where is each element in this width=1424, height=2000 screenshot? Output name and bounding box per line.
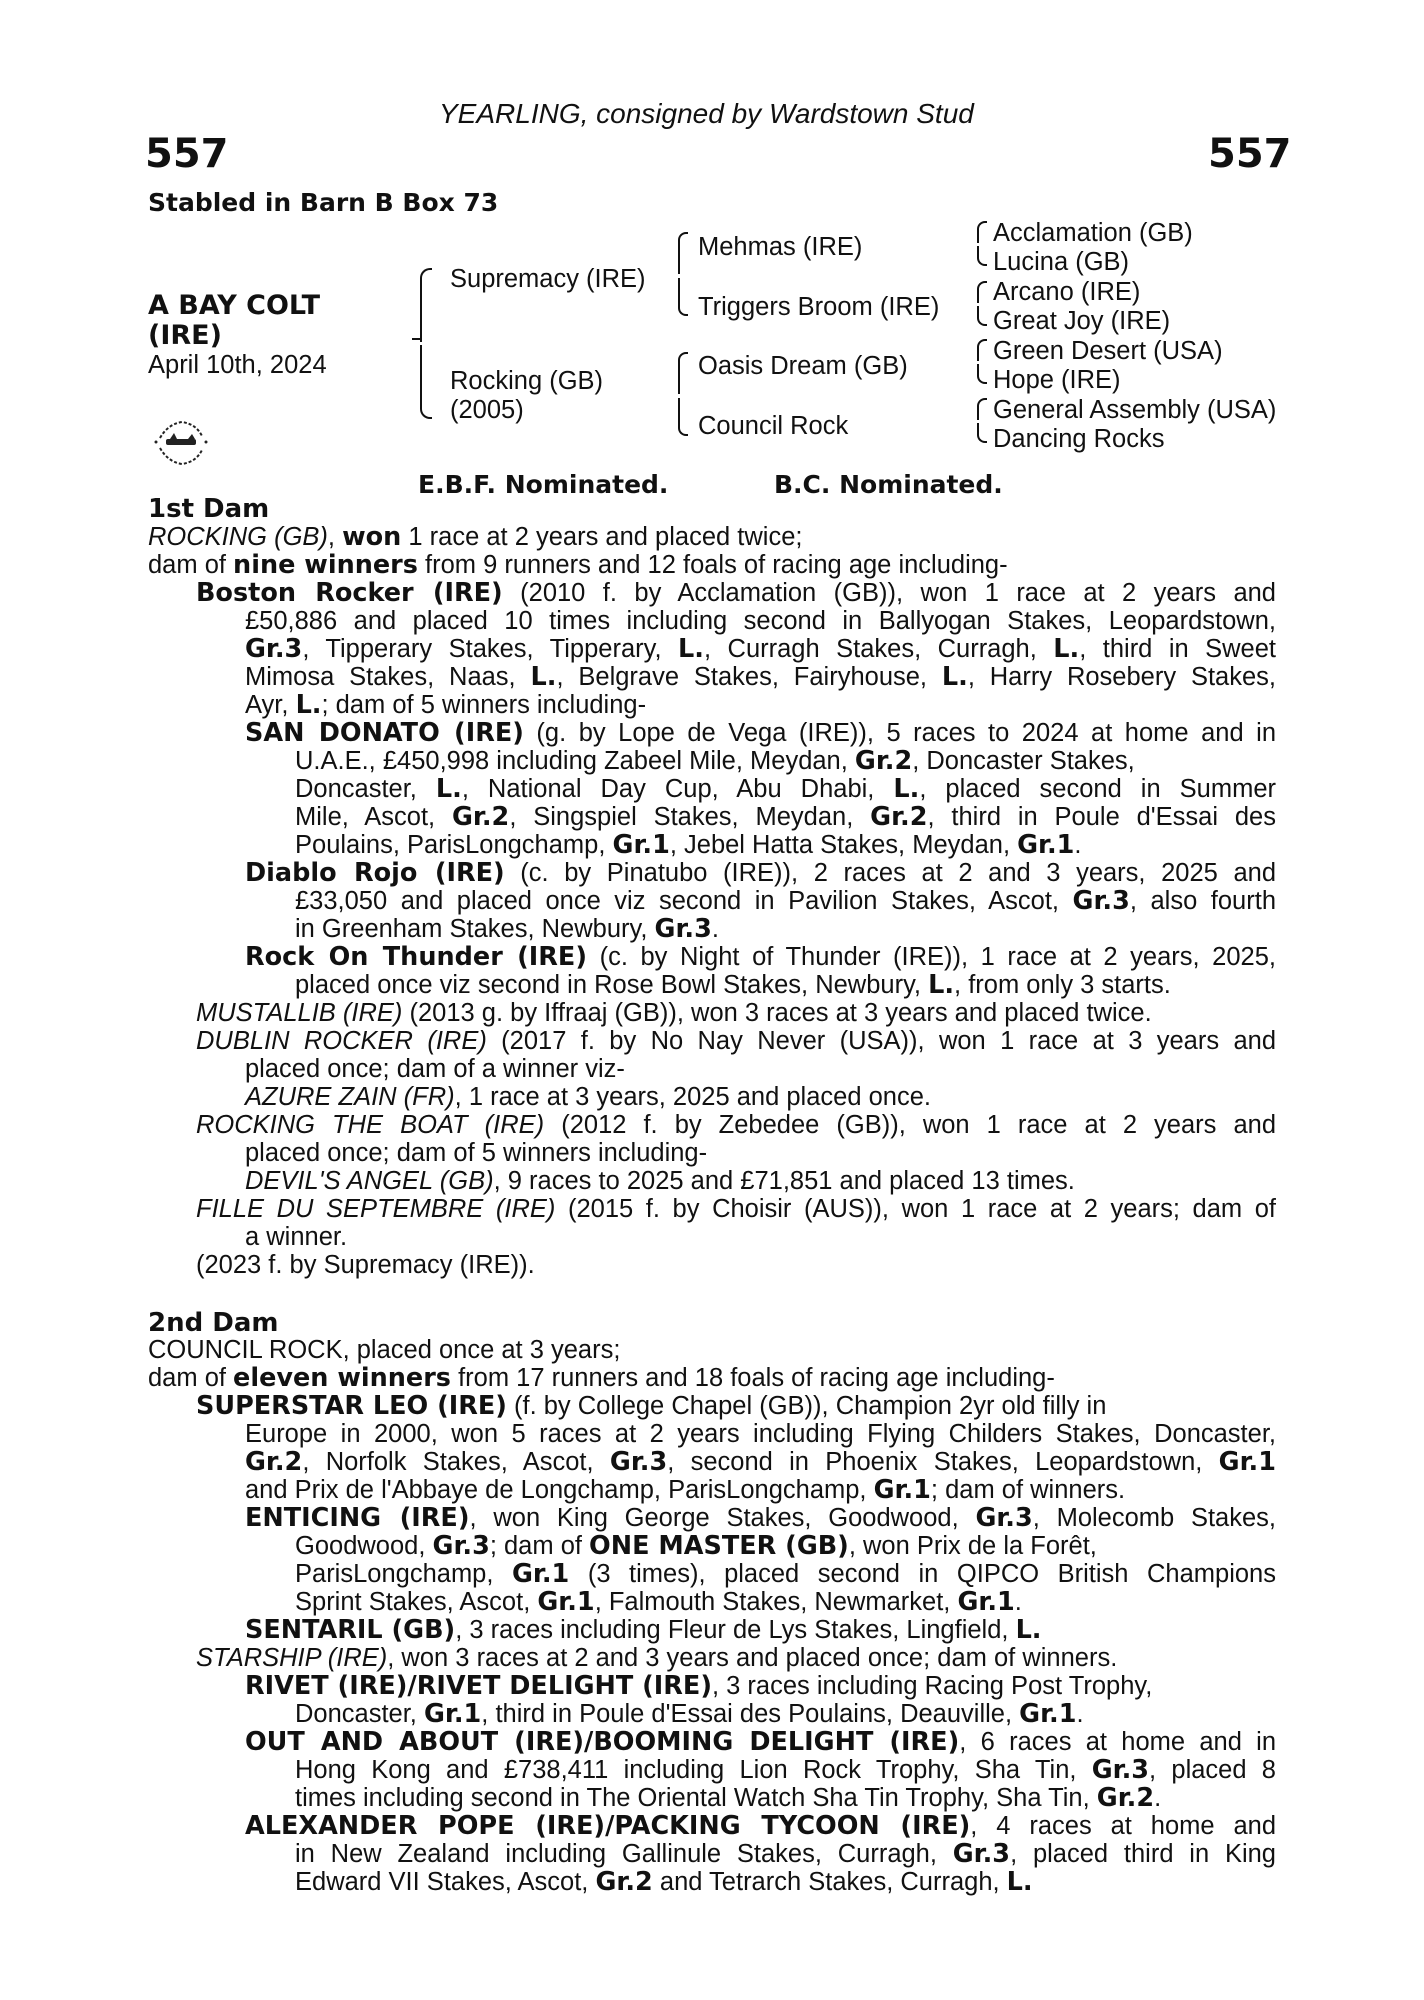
- bold-text: Rock On Thunder (IRE): [245, 942, 587, 972]
- second-dam-line: [295, 1868, 1033, 1896]
- text-run: , Belgrave Stakes, Fairyhouse,: [556, 663, 942, 691]
- first-dam-line: [245, 607, 1276, 635]
- bold-text: Gr.2: [452, 802, 510, 832]
- text-run: Doncaster,: [295, 775, 436, 803]
- bold-text: Gr.1: [1017, 830, 1075, 860]
- text-run: (2015 f. by Choisir (AUS)), won 1 race at 2 years; dam of: [555, 1195, 1276, 1223]
- text-run: in New Zealand including Gallinule Stakes, Curragh,: [295, 1840, 953, 1868]
- text-run: Mimosa Stakes, Naas,: [245, 663, 531, 691]
- text-run: , placed third in King: [1010, 1840, 1276, 1868]
- first-dam-line: [295, 747, 1135, 775]
- second-dam-line: [295, 1560, 1276, 1588]
- ds-brace-bottom: [977, 364, 987, 384]
- italic-text: STARSHIP (IRE): [196, 1644, 388, 1672]
- text-run: (g. by Lope de Vega (IRE)), 5 races to 2024 at home and in: [523, 719, 1277, 747]
- text-run: , third in Poule d'Essai des Poulains, Deauville,: [481, 1700, 1020, 1728]
- text-run: from 17 runners and 18 foals of racing age including-: [450, 1364, 1055, 1392]
- bold-text: Gr.3: [1072, 886, 1130, 916]
- bold-text: eleven winners: [233, 1363, 451, 1393]
- text-run: Ayr,: [245, 691, 296, 719]
- text-run: , 3 races including Racing Post Trophy,: [711, 1672, 1153, 1700]
- text-run: , placed 8: [1149, 1756, 1276, 1784]
- text-run: Doncaster,: [295, 1700, 424, 1728]
- text-run: , won King George Stakes, Goodwood,: [469, 1504, 976, 1532]
- first-dam-line: [245, 719, 1276, 747]
- second-dam-line: [148, 1364, 1055, 1392]
- text-run: placed once viz second in Rose Bowl Stakes, Newbury,: [295, 971, 929, 999]
- pedigree-brace-bottom: [420, 345, 432, 419]
- second-dam-line: [245, 1504, 1276, 1532]
- first-dam-heading: 1st Dam: [148, 494, 270, 524]
- bold-text: SAN DONATO (IRE): [245, 718, 524, 748]
- horse-name-line1: A BAY COLT: [148, 290, 321, 321]
- text-run: and Prix de l'Abbaye de Longchamp, ParisLongchamp,: [245, 1476, 874, 1504]
- first-dam-line: [245, 859, 1276, 887]
- first-dam-line: [148, 523, 802, 551]
- text-run: (c. by Pinatubo (IRE)), 2 races at 2 and 3 years, 2025 and: [504, 859, 1276, 887]
- text-run: ,: [327, 523, 343, 551]
- second-dam-line: [295, 1840, 1276, 1868]
- text-run: (2013 g. by Iffraaj (GB)), won 3 races at 3 years and placed twice.: [402, 999, 1152, 1027]
- lot-number-left: 557: [145, 131, 229, 177]
- bold-text: Gr.1: [1019, 1699, 1077, 1729]
- consignor-header: YEARLING, consigned by Wardstown Stud: [439, 98, 974, 129]
- ss-brace-top: [977, 221, 987, 243]
- first-dam-line: [245, 691, 646, 719]
- text-run: , third in Poule d'Essai des: [927, 803, 1276, 831]
- second-dam-line: [245, 1728, 1276, 1756]
- bold-text: Gr.3: [1091, 1755, 1150, 1785]
- bold-text: Gr.3: [609, 1447, 668, 1477]
- text-run: , placed second in Summer: [919, 775, 1276, 803]
- text-run: Edward VII Stakes, Ascot,: [295, 1868, 596, 1896]
- text-run: and Tetrarch Stakes, Curragh,: [652, 1868, 1007, 1896]
- text-run: .: [1076, 1700, 1084, 1728]
- bold-text: L.: [1006, 1867, 1033, 1897]
- italic-text: DUBLIN ROCKER (IRE): [196, 1027, 487, 1055]
- text-run: placed once; dam of a winner viz-: [245, 1055, 625, 1083]
- bold-text: Gr.3: [654, 914, 712, 944]
- bold-text: L.: [530, 662, 557, 692]
- text-run: (2023 f. by Supremacy (IRE)).: [196, 1251, 535, 1279]
- sire-name: Supremacy (IRE): [450, 265, 646, 293]
- bold-text: SENTARIL (GB): [245, 1615, 456, 1645]
- dam-name: Rocking (GB): [450, 367, 604, 395]
- bold-text: L.: [941, 662, 968, 692]
- text-run: dam of: [148, 1364, 234, 1392]
- text-run: ; dam of: [489, 1532, 590, 1560]
- ds-brace-top: [977, 339, 987, 361]
- second-dam-line: [196, 1392, 1106, 1420]
- second-dam-line: [245, 1420, 1276, 1448]
- second-dam-line: [295, 1784, 1161, 1812]
- text-run: , National Day Cup, Abu Dhabi,: [461, 775, 894, 803]
- first-dam-line: [295, 915, 719, 943]
- first-dam-line: [196, 1195, 1276, 1223]
- first-dam-line: [295, 803, 1276, 831]
- text-run: , 4 races at home and: [970, 1812, 1276, 1840]
- sss-name: Acclamation (GB): [993, 219, 1193, 247]
- text-run: , from only 3 starts.: [954, 971, 1171, 999]
- italic-text: MUSTALLIB (IRE): [196, 999, 403, 1027]
- first-dam-line: [295, 831, 1082, 859]
- text-run: placed once; dam of 5 winners including-: [245, 1139, 708, 1167]
- dd-brace-top: [977, 398, 987, 420]
- ssd-name: Lucina (GB): [993, 248, 1130, 276]
- second-dam-line: [295, 1588, 1022, 1616]
- text-run: (2012 f. by Zebedee (GB)), won 1 race at 2 years and: [544, 1111, 1276, 1139]
- bold-text: SUPERSTAR LEO (IRE): [196, 1391, 507, 1421]
- bold-text: won: [342, 522, 402, 552]
- bold-text: Gr.2: [595, 1867, 653, 1897]
- bold-text: Gr.3: [975, 1503, 1033, 1533]
- text-run: , Norfolk Stakes, Ascot,: [302, 1448, 610, 1476]
- first-dam-line: [148, 551, 1008, 579]
- text-run: £50,886 and placed 10 times including second in Ballyogan Stakes, Leopardstown,: [245, 607, 1276, 635]
- ddd-name: Dancing Rocks: [993, 425, 1165, 453]
- text-run: a winner.: [245, 1223, 348, 1251]
- stabling-info: Stabled in Barn B Box 73: [148, 188, 499, 217]
- second-dam-line: [295, 1700, 1084, 1728]
- ss-brace-bottom: [977, 246, 987, 266]
- bold-text: Gr.2: [245, 1447, 303, 1477]
- text-run: , 3 races including Fleur de Lys Stakes, Lingfield,: [455, 1616, 1016, 1644]
- text-run: (3 times), placed second in QIPCO British Champions: [569, 1560, 1276, 1588]
- first-dam-line: [196, 579, 1276, 607]
- text-run: .: [1014, 1588, 1022, 1616]
- bold-text: L.: [1053, 634, 1080, 664]
- first-dam-line: [196, 1027, 1276, 1055]
- text-run: £33,050 and placed once viz second in Pavilion Stakes, Ascot,: [295, 887, 1073, 915]
- text-run: ParisLongchamp,: [295, 1560, 512, 1588]
- text-run: , 9 races to 2025 and £71,851 and placed 13 times.: [493, 1167, 1075, 1195]
- horse-name-line2: (IRE): [148, 320, 222, 351]
- dam-brace-bottom: [678, 398, 688, 436]
- bold-text: ENTICING (IRE): [245, 1503, 470, 1533]
- first-dam-line: [196, 1251, 535, 1279]
- first-dam-line: [196, 1111, 1276, 1139]
- text-run: (f. by College Chapel (GB)), Champion 2yr old filly in: [506, 1392, 1107, 1420]
- text-run: (c. by Night of Thunder (IRE)), 1 race at 2 years, 2025,: [587, 943, 1276, 971]
- text-run: , Harry Rosebery Stakes,: [967, 663, 1276, 691]
- text-run: , Jebel Hatta Stakes, Meydan,: [669, 831, 1018, 859]
- text-run: U.A.E., £450,998 including Zabeel Mile, Meydan,: [295, 747, 855, 775]
- first-dam-line: [245, 635, 1276, 663]
- bold-text: Gr.1: [537, 1587, 595, 1617]
- bold-text: Boston Rocker (IRE): [196, 578, 503, 608]
- dsd-name: Hope (IRE): [993, 366, 1121, 394]
- dds-name: General Assembly (USA): [993, 396, 1277, 424]
- dd-brace-bottom: [977, 423, 987, 443]
- ebf-nomination: E.B.F. Nominated.: [418, 470, 669, 499]
- second-dam-line: [245, 1616, 1042, 1644]
- bc-nomination: B.C. Nominated.: [774, 470, 1003, 499]
- pedigree-brace-point: [412, 338, 420, 340]
- bold-text: Gr.1: [423, 1699, 482, 1729]
- text-run: (2010 f. by Acclamation (GB)), won 1 race at 2 years and: [502, 579, 1276, 607]
- first-dam-line: [245, 943, 1276, 971]
- italic-text: ROCKING (GB): [148, 523, 328, 551]
- text-run: Sprint Stakes, Ascot,: [295, 1588, 538, 1616]
- first-dam-line: [295, 775, 1276, 803]
- text-run: Europe in 2000, won 5 races at 2 years including Flying Childers Stakes, Doncaster,: [245, 1420, 1276, 1448]
- bold-text: Gr.2: [854, 746, 913, 776]
- second-dam-line: [245, 1448, 1276, 1476]
- sire-brace-top: [678, 232, 688, 274]
- pedigree-brace-top: [420, 268, 432, 342]
- text-run: COUNCIL ROCK, placed once at 3 years;: [148, 1336, 621, 1364]
- second-dam-line: [196, 1644, 1117, 1672]
- bold-text: L.: [435, 774, 462, 804]
- first-dam-line: [245, 1223, 347, 1251]
- text-run: Mile, Ascot,: [295, 803, 452, 831]
- text-run: from 9 runners and 12 foals of racing age including-: [417, 551, 1008, 579]
- text-run: ; dam of winners.: [930, 1476, 1126, 1504]
- text-run: , also fourth: [1129, 887, 1276, 915]
- text-run: , Tipperary Stakes, Tipperary,: [302, 635, 679, 663]
- bold-text: Gr.1: [511, 1559, 570, 1589]
- second-dam-line: [295, 1532, 1097, 1560]
- bold-text: Gr.3: [245, 634, 303, 664]
- bold-text: Gr.1: [612, 830, 670, 860]
- first-dam-line: [245, 663, 1276, 691]
- text-run: , won Prix de la Forêt,: [848, 1532, 1097, 1560]
- bold-text: Gr.2: [1096, 1783, 1155, 1813]
- bold-text: Gr.3: [952, 1839, 1011, 1869]
- dam-brace-top: [678, 352, 688, 394]
- text-run: , 1 race at 3 years, 2025 and placed once.: [454, 1083, 931, 1111]
- first-dam-line: [245, 1167, 1075, 1195]
- dam-dam-name: Council Rock: [698, 412, 849, 440]
- italic-text: ROCKING THE BOAT (IRE): [196, 1111, 545, 1139]
- first-dam-line: [245, 1083, 931, 1111]
- stud-logo-icon: [148, 412, 214, 472]
- first-dam-line: [295, 971, 1171, 999]
- text-run: ; dam of 5 winners including-: [321, 691, 647, 719]
- sire-sire-name: Mehmas (IRE): [698, 233, 863, 261]
- first-dam-line: [196, 999, 1152, 1027]
- bold-text: L.: [893, 774, 920, 804]
- second-dam-heading: 2nd Dam: [148, 1308, 279, 1338]
- first-dam-line: [245, 1055, 625, 1083]
- text-run: , third in Sweet: [1079, 635, 1276, 663]
- text-run: .: [1074, 831, 1082, 859]
- text-run: .: [1154, 1784, 1162, 1812]
- sire-brace-bottom: [678, 278, 688, 316]
- italic-text: FILLE DU SEPTEMBRE (IRE): [196, 1195, 556, 1223]
- text-run: 1 race at 2 years and placed twice;: [401, 523, 803, 551]
- second-dam-line: [148, 1336, 620, 1364]
- bold-text: Gr.1: [957, 1587, 1015, 1617]
- text-run: , second in Phoenix Stakes, Leopardstown,: [667, 1448, 1219, 1476]
- text-run: , Singspiel Stakes, Meydan,: [509, 803, 871, 831]
- bold-text: Gr.1: [1218, 1447, 1276, 1477]
- text-run: , Falmouth Stakes, Newmarket,: [594, 1588, 958, 1616]
- bold-text: L.: [678, 634, 704, 664]
- lot-number-right: 557: [1208, 131, 1292, 177]
- sd-brace-bottom: [977, 306, 987, 326]
- text-run: Goodwood,: [295, 1532, 433, 1560]
- sire-dam-name: Triggers Broom (IRE): [698, 293, 940, 321]
- second-dam-line: [245, 1812, 1276, 1840]
- second-dam-line: [245, 1672, 1152, 1700]
- text-run: , 6 races at home and in: [959, 1728, 1277, 1756]
- second-dam-line: [245, 1476, 1125, 1504]
- text-run: (2017 f. by No Nay Never (USA)), won 1 race at 3 years and: [486, 1027, 1276, 1055]
- sd-brace-top: [977, 281, 987, 303]
- dam-sire-name: Oasis Dream (GB): [698, 352, 908, 380]
- bold-text: ONE MASTER (GB): [589, 1531, 849, 1561]
- bold-text: L.: [1015, 1615, 1042, 1645]
- text-run: , won 3 races at 2 and 3 years and placed once; dam of winners.: [387, 1644, 1118, 1672]
- sdd-name: Great Joy (IRE): [993, 307, 1171, 335]
- second-dam-line: [295, 1756, 1276, 1784]
- text-run: times including second in The Oriental Watch Sha Tin Trophy, Sha Tin,: [295, 1784, 1097, 1812]
- text-run: in Greenham Stakes, Newbury,: [295, 915, 655, 943]
- italic-text: AZURE ZAIN (FR): [245, 1083, 455, 1111]
- bold-text: nine winners: [233, 550, 418, 580]
- text-run: dam of: [148, 551, 234, 579]
- dss-name: Green Desert (USA): [993, 337, 1223, 365]
- text-run: Hong Kong and £738,411 including Lion Rock Trophy, Sha Tin,: [295, 1756, 1092, 1784]
- italic-text: DEVIL'S ANGEL (GB): [245, 1167, 494, 1195]
- first-dam-line: [295, 887, 1276, 915]
- dam-year: (2005): [450, 396, 524, 424]
- bold-text: ALEXANDER POPE (IRE)/PACKING TYCOON (IRE): [245, 1811, 971, 1841]
- sds-name: Arcano (IRE): [993, 278, 1141, 306]
- text-run: , Curragh Stakes, Curragh,: [703, 635, 1054, 663]
- bold-text: Diablo Rojo (IRE): [245, 858, 505, 888]
- first-dam-line: [245, 1139, 707, 1167]
- horse-dob: April 10th, 2024: [148, 351, 327, 379]
- bold-text: RIVET (IRE)/RIVET DELIGHT (IRE): [245, 1671, 712, 1701]
- bold-text: L.: [295, 690, 322, 720]
- bold-text: Gr.1: [873, 1475, 931, 1505]
- text-run: , Molecomb Stakes,: [1032, 1504, 1276, 1532]
- bold-text: Gr.3: [432, 1531, 490, 1561]
- bold-text: OUT AND ABOUT (IRE)/BOOMING DELIGHT (IRE): [245, 1727, 960, 1757]
- text-run: .: [711, 915, 719, 943]
- text-run: Poulains, ParisLongchamp,: [295, 831, 613, 859]
- text-run: , Doncaster Stakes,: [912, 747, 1135, 775]
- bold-text: Gr.2: [870, 802, 928, 832]
- bold-text: L.: [928, 970, 955, 1000]
